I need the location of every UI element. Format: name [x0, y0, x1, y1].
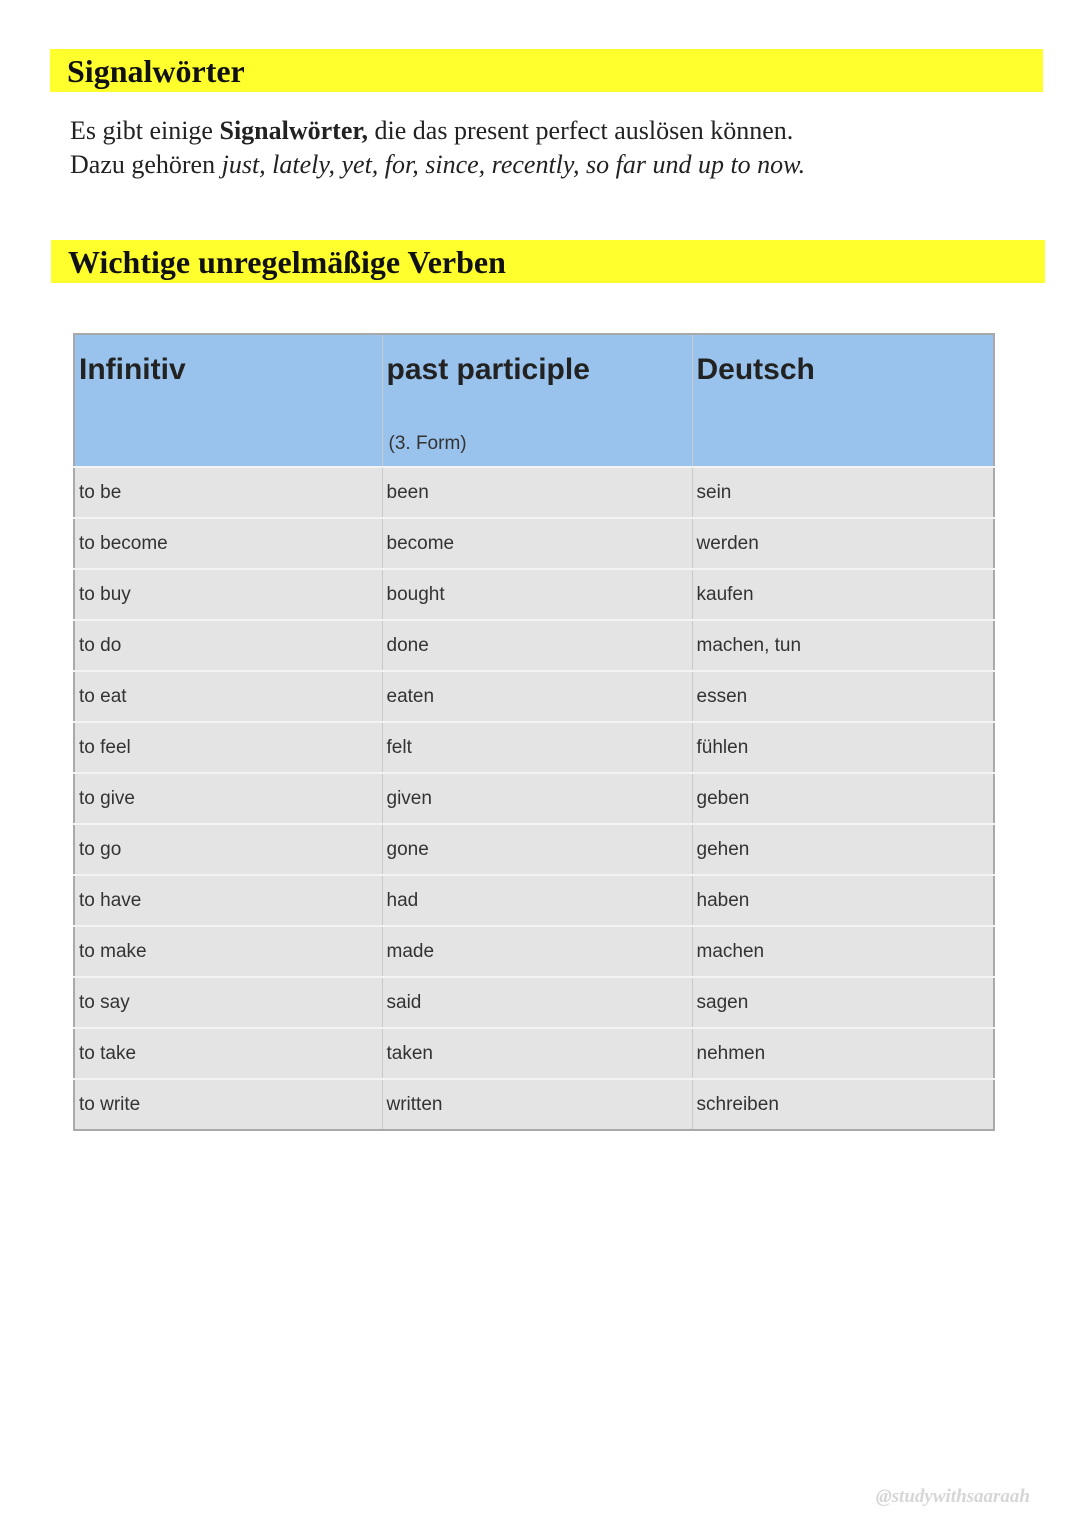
- signalwoerter-paragraph-line-2: [70, 148, 805, 182]
- column-header-label: Deutsch: [696, 353, 815, 386]
- table-row: [74, 977, 994, 1028]
- cell-infinitiv: to become: [74, 518, 382, 569]
- column-header-sublabel: (3. Form): [388, 433, 467, 454]
- cell-past-participle: been: [382, 467, 692, 518]
- column-header-infinitiv: [74, 334, 382, 467]
- cell-infinitiv: to give: [74, 773, 382, 824]
- table-row: [74, 722, 994, 773]
- cell-infinitiv: to say: [74, 977, 382, 1028]
- cell-deutsch: haben: [692, 875, 994, 926]
- column-header-deutsch: [692, 334, 994, 467]
- table-row: [74, 1079, 994, 1130]
- text-segment: Es gibt einige: [70, 116, 220, 145]
- column-header-label: Infinitiv: [79, 353, 186, 386]
- text-segment: die das present perfect auslösen können.: [368, 116, 794, 145]
- cell-infinitiv: to buy: [74, 569, 382, 620]
- cell-past-participle: written: [382, 1079, 692, 1130]
- cell-past-participle: said: [382, 977, 692, 1028]
- cell-deutsch: machen, tun: [692, 620, 994, 671]
- table-row: [74, 467, 994, 518]
- cell-infinitiv: to do: [74, 620, 382, 671]
- cell-deutsch: essen: [692, 671, 994, 722]
- bold-term: Signalwörter,: [219, 116, 369, 145]
- watermark: @studywithsaaraah: [875, 1486, 1030, 1507]
- cell-past-participle: become: [382, 518, 692, 569]
- cell-past-participle: had: [382, 875, 692, 926]
- cell-deutsch: machen: [692, 926, 994, 977]
- cell-infinitiv: to go: [74, 824, 382, 875]
- column-header-past-participle: [382, 334, 692, 467]
- cell-deutsch: kaufen: [692, 569, 994, 620]
- signal-word-list: just, lately, yet, for, since, recently, so far und up to now.: [221, 150, 806, 179]
- text-segment: Dazu gehören: [70, 150, 222, 179]
- table-header-row: [74, 334, 994, 467]
- cell-deutsch: geben: [692, 773, 994, 824]
- column-header-label: past participle: [386, 353, 590, 386]
- cell-deutsch: sein: [692, 467, 994, 518]
- cell-past-participle: made: [382, 926, 692, 977]
- cell-infinitiv: to write: [74, 1079, 382, 1130]
- table-row: [74, 773, 994, 824]
- table-row: [74, 824, 994, 875]
- table-row: [74, 875, 994, 926]
- cell-deutsch: nehmen: [692, 1028, 994, 1079]
- cell-past-participle: bought: [382, 569, 692, 620]
- cell-infinitiv: to have: [74, 875, 382, 926]
- cell-infinitiv: to feel: [74, 722, 382, 773]
- cell-past-participle: given: [382, 773, 692, 824]
- table-row: [74, 1028, 994, 1079]
- section-heading-irregular-verbs: Wichtige unregelmäßige Verben: [51, 240, 1045, 283]
- cell-deutsch: fühlen: [692, 722, 994, 773]
- cell-past-participle: gone: [382, 824, 692, 875]
- table-row: [74, 671, 994, 722]
- cell-deutsch: sagen: [692, 977, 994, 1028]
- cell-past-participle: taken: [382, 1028, 692, 1079]
- cell-past-participle: eaten: [382, 671, 692, 722]
- cell-deutsch: schreiben: [692, 1079, 994, 1130]
- cell-past-participle: done: [382, 620, 692, 671]
- cell-deutsch: gehen: [692, 824, 994, 875]
- cell-infinitiv: to take: [74, 1028, 382, 1079]
- cell-infinitiv: to eat: [74, 671, 382, 722]
- irregular-verbs-table: [73, 333, 995, 1131]
- cell-deutsch: werden: [692, 518, 994, 569]
- table-row: [74, 926, 994, 977]
- table-row: [74, 569, 994, 620]
- section-heading-signalwoerter: Signalwörter: [50, 49, 1043, 92]
- cell-past-participle: felt: [382, 722, 692, 773]
- cell-infinitiv: to make: [74, 926, 382, 977]
- cell-infinitiv: to be: [74, 467, 382, 518]
- table-row: [74, 620, 994, 671]
- signalwoerter-paragraph-line-1: [70, 114, 793, 148]
- table-row: [74, 518, 994, 569]
